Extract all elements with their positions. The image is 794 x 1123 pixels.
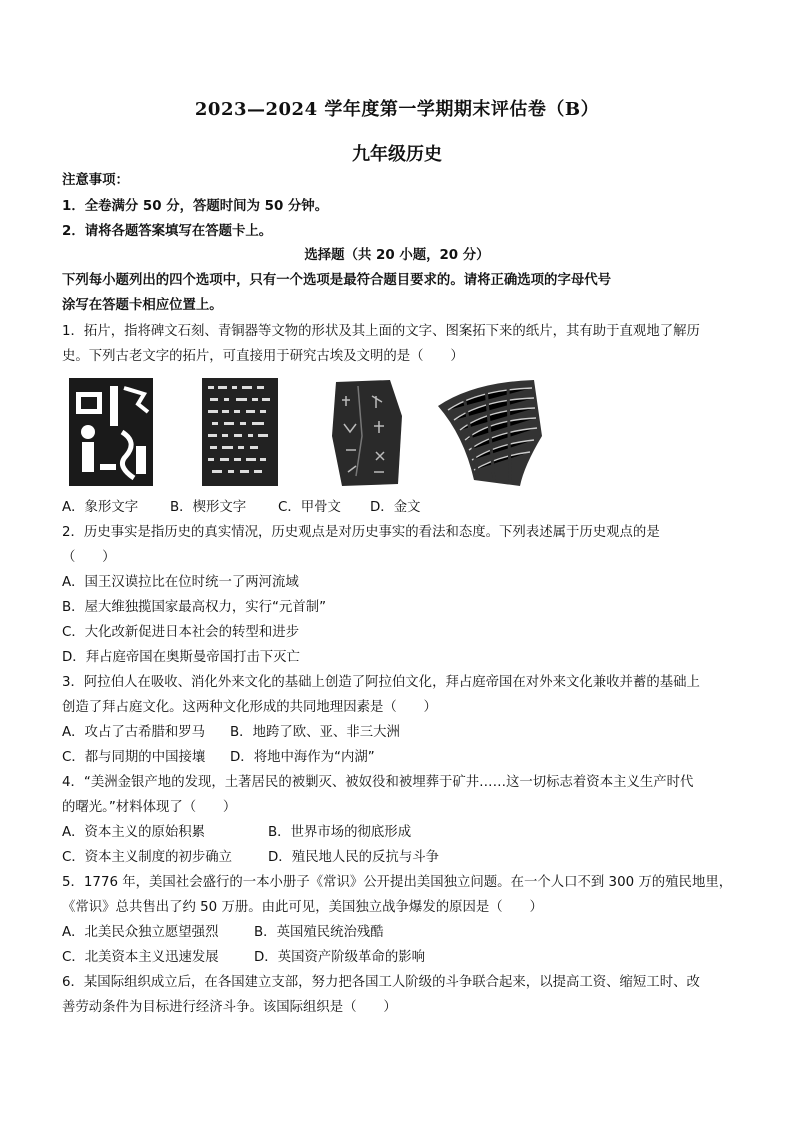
q2-stem-line-2: （ ）: [62, 550, 116, 565]
q3-option-b[interactable]: B．地跨了欧、亚、非三大洲: [230, 725, 400, 740]
q2-option-a[interactable]: A．国王汉谟拉比在位时统一了两河流域: [62, 575, 299, 590]
cuneiform-rubbing-image: [200, 376, 280, 488]
q2-stem-line-1: 2．历史事实是指历史的真实情况，历史观点是对历史事实的看法和态度。下列表述属于历史观点的是: [62, 525, 660, 540]
q6-stem-line-1: 6．某国际组织成立后，在各国建立支部，努力把各国工人阶级的斗争联合起来，以提高工资、缩短工时、改: [62, 975, 700, 990]
q2-option-b[interactable]: B．屋大维独揽国家最高权力，实行“元首制”: [62, 600, 327, 615]
notice-item-1: 1．全卷满分 50 分，答题时间为 50 分钟。: [62, 199, 329, 214]
q1-options: [62, 499, 742, 517]
q4-option-d[interactable]: D．殖民地人民的反抗与斗争: [268, 850, 439, 865]
q5-options-row-2: [62, 949, 742, 967]
oracle-bone-rubbing-image: [328, 376, 408, 488]
q3-option-c[interactable]: C．都与同期的中国接壤: [62, 750, 206, 765]
q3-options-row-1: [62, 724, 742, 742]
q3-stem-line-1: 3．阿拉伯人在吸收、消化外来文化的基础上创造了阿拉伯文化，拜占庭帝国在对外来文化兼收并蓄的基础上: [62, 675, 700, 690]
q3-options-row-2: [62, 749, 742, 767]
q4-stem-line-1: 4．“美洲金银产地的发现，土著居民的被剿灭、被奴役和被埋葬于矿井……这一切标志着资本主义生产时代: [62, 775, 694, 790]
section-title: 选择题（共 20 小题，20 分）: [304, 248, 490, 263]
q4-option-c[interactable]: C．资本主义制度的初步确立: [62, 850, 233, 865]
q5-option-c[interactable]: C．北美资本主义迅速发展: [62, 950, 219, 965]
q1-option-d[interactable]: D．金文: [370, 500, 421, 515]
q1-stem-line-1: 1．拓片，指将碑文石刻、青铜器等文物的形状及其上面的文字、图案拓下来的纸片，其有助于直观地了解历: [62, 324, 700, 339]
section-instruction-2: 涂写在答题卡相应位置上。: [62, 298, 223, 313]
q5-option-b[interactable]: B．英国殖民统治残酷: [254, 925, 384, 940]
q2-option-c[interactable]: C．大化改新促进日本社会的转型和进步: [62, 625, 299, 640]
q1-rubbing-images: [66, 376, 546, 494]
notice-item-2: 2．请将各题答案填写在答题卡上。: [62, 224, 273, 239]
q2-option-d[interactable]: D．拜占庭帝国在奥斯曼帝国打击下灭亡: [62, 650, 300, 665]
q4-option-a[interactable]: A．资本主义的原始积累: [62, 825, 206, 840]
q1-option-c[interactable]: C．甲骨文: [278, 500, 341, 515]
notice-heading: 注意事项：: [62, 173, 129, 188]
q1-stem-line-2: 史。下列古老文字的拓片，可直接用于研究古埃及文明的是（ ）: [62, 349, 464, 364]
q5-stem-line-1: 5．1776 年，美国社会盛行的一本小册子《常识》公开提出美国独立问题。在一个人口不到 300 万的殖民地里，: [62, 875, 733, 890]
q3-option-d[interactable]: D．将地中海作为“内湖”: [230, 750, 375, 765]
exam-subtitle: 九年级历史: [352, 144, 442, 165]
q4-option-b[interactable]: B．世界市场的彻底形成: [268, 825, 412, 840]
q5-options-row-1: [62, 924, 742, 942]
section-instruction-1: 下列每小题列出的四个选项中，只有一个选项是最符合题目要求的。请将正确选项的字母代号: [62, 273, 612, 288]
q5-option-d[interactable]: D．英国资产阶级革命的影响: [254, 950, 425, 965]
q5-option-a[interactable]: A．北美民众独立愿望强烈: [62, 925, 219, 940]
q4-options-row-2: [62, 849, 742, 867]
q4-stem-line-2: 的曙光。”材料体现了（ ）: [62, 800, 237, 815]
q1-option-a[interactable]: A．象形文字: [62, 500, 139, 515]
exam-title: 2023—2024 学年度第一学期期末评估卷（B）: [194, 99, 600, 120]
bronze-inscription-rubbing-image: [434, 376, 546, 488]
q6-stem-line-2: 善劳动条件为目标进行经济斗争。该国际组织是（ ）: [62, 1000, 397, 1015]
q5-stem-line-2: 《常识》总共售出了约 50 万册。由此可见，美国独立战争爆发的原因是（ ）: [62, 900, 543, 915]
q4-options-row-1: [62, 824, 742, 842]
q3-option-a[interactable]: A．攻占了古希腊和罗马: [62, 725, 206, 740]
q3-stem-line-2: 创造了拜占庭文化。这两种文化形成的共同地理因素是（ ）: [62, 700, 437, 715]
hieroglyph-rubbing-image: [66, 376, 156, 488]
q1-option-b[interactable]: B．楔形文字: [170, 500, 247, 515]
